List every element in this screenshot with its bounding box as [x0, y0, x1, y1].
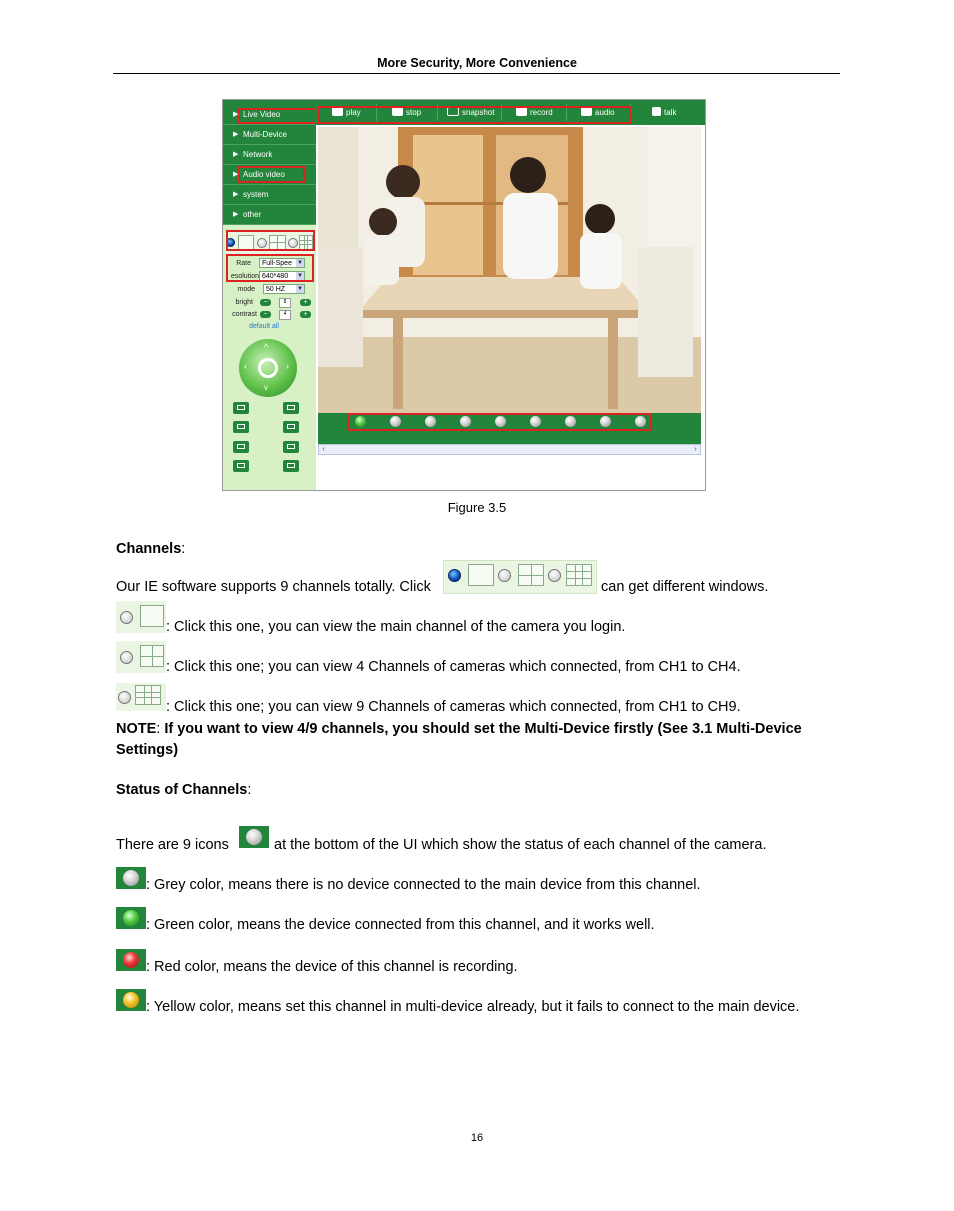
figure-caption: Figure 3.5	[447, 500, 507, 515]
nine-window-option-image	[116, 683, 166, 711]
green-status-image	[116, 907, 146, 929]
yellow-status-image	[116, 989, 146, 1011]
radio-icon	[548, 569, 561, 582]
highlight-live-video	[238, 108, 318, 124]
green-band	[318, 431, 701, 444]
triangle-icon: ▶	[233, 211, 239, 218]
highlight-status-strip	[347, 413, 652, 431]
note-text: If you want to view 4/9 channels, you should set the Multi-Device firstly (See 3.1 Multi-Device	[164, 721, 802, 737]
scroll-right-icon[interactable]: ›	[694, 446, 697, 453]
resolution-label: esolution	[230, 273, 259, 280]
ptz-option-icon	[287, 463, 295, 468]
menu-item-system[interactable]: ▶ system	[223, 186, 316, 205]
channels-intro-before: Our IE software supports 9 channels totally. Click	[116, 579, 431, 595]
menu-item-other[interactable]: ▶ other	[223, 206, 316, 225]
chevron-down-icon: ▼	[297, 286, 303, 292]
ptz-button[interactable]	[283, 421, 299, 433]
scroll-left-icon[interactable]: ‹	[322, 446, 325, 453]
triangle-icon: ▶	[233, 131, 239, 138]
page-number: 16	[470, 1132, 484, 1144]
radio-icon	[118, 691, 131, 704]
single-window-icon	[468, 564, 494, 586]
ptz-button[interactable]	[233, 441, 249, 453]
video-frame-image	[318, 127, 701, 413]
bright-minus-button[interactable]: −	[260, 299, 271, 306]
ptz-button[interactable]	[233, 421, 249, 433]
contrast-plus-button[interactable]: +	[300, 311, 311, 318]
bright-label: bright	[235, 299, 253, 306]
play-button[interactable]: play	[332, 105, 361, 120]
header-rule	[113, 73, 840, 74]
yellow-status-icon	[123, 992, 139, 1008]
status-intro-after: at the bottom of the UI which show the status of each channel of the camera.	[274, 837, 767, 853]
ptz-button[interactable]	[233, 402, 249, 414]
red-status-icon	[123, 952, 139, 968]
bright-value: 8	[279, 298, 291, 308]
green-status-icon	[123, 910, 139, 926]
resolution-select[interactable]: 640*480 ▼	[259, 271, 305, 281]
ptz-option-icon	[287, 444, 295, 449]
microphone-icon	[652, 107, 661, 116]
radio-selected-icon	[448, 569, 461, 582]
mode-select[interactable]: 50 HZ ▼	[263, 284, 305, 294]
bright-plus-button[interactable]: +	[300, 299, 311, 306]
status-green-desc: : Green color, means the device connected from this channel, and it works well.	[146, 917, 655, 933]
triangle-icon: ▶	[233, 151, 239, 158]
note-line-2: Settings)	[116, 742, 179, 758]
status-grey-desc: : Grey color, means there is no device connected to the main device from this channel.	[146, 877, 701, 893]
ptz-center-icon[interactable]	[258, 358, 278, 378]
status-yellow-desc: : Yellow color, means set this channel in multi-device already, but it fails to connect to the main device.	[146, 999, 800, 1015]
highlight-window-selector	[226, 230, 315, 251]
triangle-icon: ▶	[233, 111, 239, 118]
radio-icon	[498, 569, 511, 582]
grey-status-icon	[123, 870, 139, 886]
inline-window-selector-image	[443, 560, 597, 594]
ptz-option-icon	[237, 405, 245, 410]
rate-select[interactable]: Full-Spee ▼	[259, 258, 305, 268]
four-window-icon	[140, 645, 164, 667]
note-line-1: NOTE: If you want to view 4/9 channels, you should set the Multi-Device firstly (See 3.1 Multi-Device	[116, 721, 802, 737]
camera-ui-figure	[222, 99, 706, 491]
status-heading-line: Status of Channels:	[116, 782, 252, 798]
rate-label: Rate	[236, 260, 251, 267]
grey-status-icon	[246, 829, 262, 845]
arrow-up-icon[interactable]: ^	[264, 342, 269, 352]
status-icon-inline	[239, 826, 269, 848]
snapshot-button[interactable]: snapshot	[447, 105, 494, 120]
status-intro-before: There are 9 icons	[116, 837, 229, 853]
ptz-button[interactable]	[233, 460, 249, 472]
highlight-toolbar	[318, 106, 631, 124]
page-header: More Security, More Convenience	[377, 56, 577, 70]
live-video-view	[318, 127, 701, 413]
ptz-option-icon	[237, 463, 245, 468]
menu-item-audio-video[interactable]: ▶ Audio video	[223, 166, 316, 185]
horizontal-scrollbar[interactable]	[318, 444, 701, 455]
ptz-button[interactable]	[283, 441, 299, 453]
ptz-option-icon	[287, 405, 295, 410]
arrow-down-icon[interactable]: v	[264, 383, 268, 392]
talk-button[interactable]: talk	[652, 105, 676, 120]
chevron-down-icon: ▼	[297, 273, 303, 279]
highlight-audio-video	[238, 166, 305, 183]
chevron-down-icon: ▼	[297, 260, 303, 266]
channels-four-desc: : Click this one; you can view 4 Channels of cameras which connected, from CH1 to CH4.	[166, 659, 741, 675]
ptz-option-icon	[287, 424, 295, 429]
radio-icon	[120, 651, 133, 664]
channels-intro-after: can get different windows.	[601, 579, 769, 595]
default-all-link[interactable]: default all	[249, 323, 279, 330]
highlight-rate-resolution	[226, 254, 314, 282]
menu-item-network[interactable]: ▶ Network	[223, 146, 316, 165]
ptz-button[interactable]	[283, 402, 299, 414]
single-window-option-image	[116, 601, 166, 633]
channels-single-desc: : Click this one, you can view the main channel of the camera you login.	[166, 619, 626, 635]
four-window-option-image	[116, 641, 166, 673]
contrast-minus-button[interactable]: −	[260, 311, 271, 318]
ptz-option-icon	[237, 444, 245, 449]
triangle-icon: ▶	[233, 171, 239, 178]
menu-item-multi-device[interactable]: ▶ Multi-Device	[223, 126, 316, 145]
arrow-right-icon[interactable]: ›	[286, 361, 289, 371]
red-status-image	[116, 949, 146, 971]
radio-icon	[120, 611, 133, 624]
nine-window-icon	[566, 564, 592, 586]
contrast-value: 4	[279, 310, 291, 320]
audio-button[interactable]: audio	[581, 105, 615, 120]
ptz-button[interactable]	[283, 460, 299, 472]
status-red-desc: : Red color, means the device of this channel is recording.	[146, 959, 518, 975]
four-window-icon	[518, 564, 544, 586]
channels-nine-desc: : Click this one; you can view 9 Channels of cameras which connected, from CH1 to CH9.	[166, 699, 741, 715]
record-button[interactable]: record	[516, 105, 553, 120]
channels-heading: Channels	[116, 541, 182, 557]
triangle-icon: ▶	[233, 191, 239, 198]
mode-label: mode	[237, 286, 255, 293]
channels-heading-line: Channels:	[116, 541, 186, 557]
note-label: NOTE	[116, 721, 157, 737]
stop-button[interactable]: stop	[392, 105, 421, 120]
ptz-option-icon	[237, 424, 245, 429]
status-heading: Status of Channels	[116, 782, 248, 798]
menu-item-live-video[interactable]: ▶ Live Video	[223, 106, 316, 125]
single-window-icon	[140, 605, 164, 627]
grey-status-image	[116, 867, 146, 889]
nine-window-icon	[135, 685, 161, 705]
ptz-control-pad[interactable]	[239, 339, 297, 397]
contrast-label: contrast	[232, 311, 257, 318]
arrow-left-icon[interactable]: ‹	[244, 361, 247, 371]
